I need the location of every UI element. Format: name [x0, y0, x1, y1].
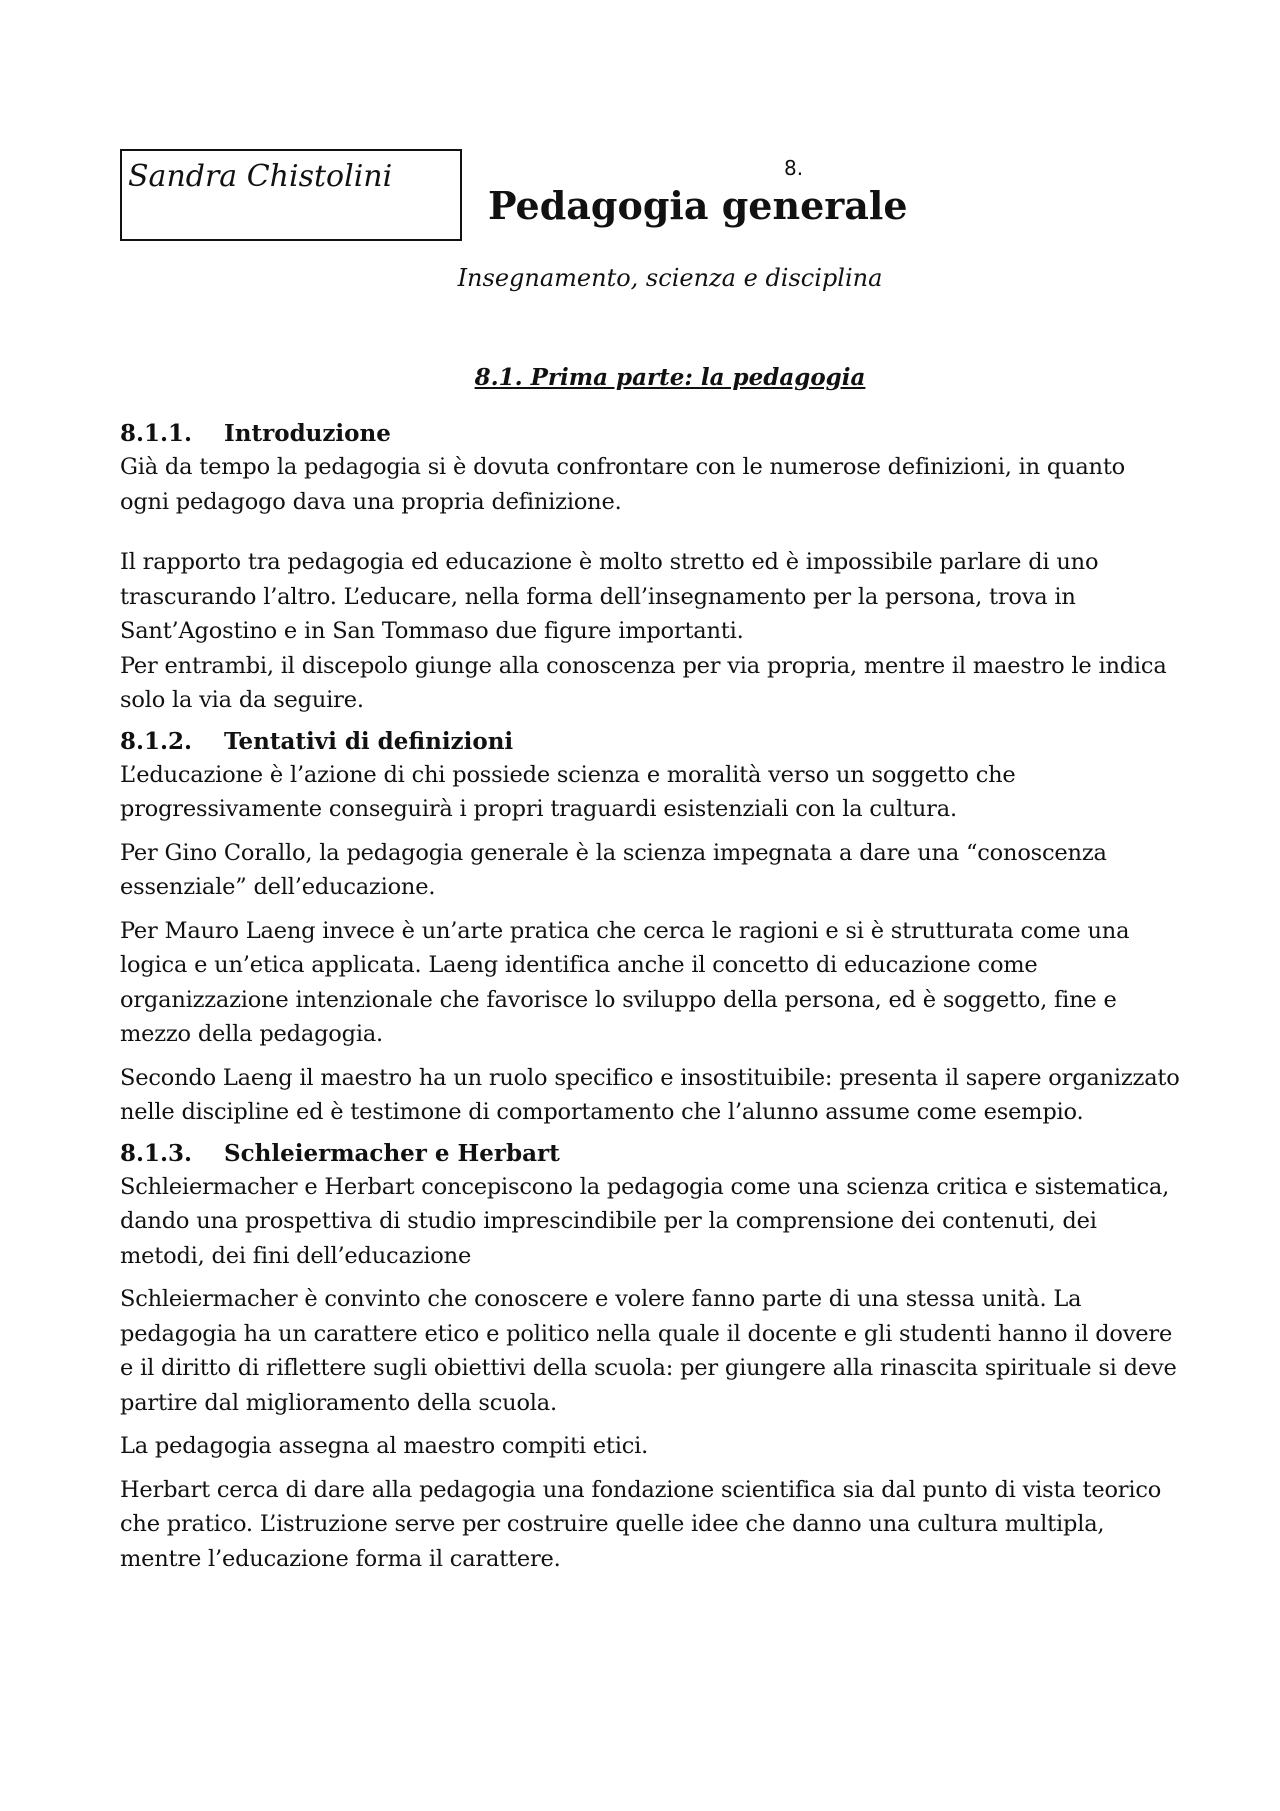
- section-heading: [120, 726, 1180, 758]
- author-box: [120, 149, 462, 241]
- part-heading: 8.1. Prima parte: la pedagogia: [474, 364, 866, 391]
- paragraph: Schleiermacher è convinto che conoscere e volere fanno parte di una stessa unità. La pedagogia ha un carattere etico e politico nella quale il docente e gli studenti hanno il dovere e il diritto di riflettere sugli obiettivi della scuola: per giungere alla rinascita spirituale si deve partire dal miglioramento della scuola.: [120, 1286, 1177, 1416]
- section-heading: [120, 418, 1180, 450]
- section-heading: [120, 1138, 1180, 1170]
- paragraph: Secondo Laeng il maestro ha un ruolo specifico e insostituibile: presenta il sapere organizzato nelle discipline ed è testimone di comportamento che l’alunno assume come esempio.: [120, 1064, 1180, 1125]
- section-number: 8.1.1.: [120, 420, 193, 447]
- paragraph: La pedagogia assegna al maestro compiti etici.: [120, 1433, 649, 1459]
- section-title: Schleiermacher e Herbart: [224, 1139, 560, 1167]
- chapter-subtitle: Insegnamento, scienza e disciplina: [457, 264, 883, 292]
- paragraph: Per Mauro Laeng invece è un’arte pratica che cerca le ragioni e si è strutturata come una logica e un’etica applicata. Laeng identifica anche il concetto di educazione come organizzazione intenzionale che favorisce lo sviluppo della persona, ed è soggetto, fine e mezzo della pedagogia.: [120, 917, 1130, 1047]
- paragraph: L’educazione è l’azione di chi possiede scienza e moralità verso un soggetto che progressivamente conseguirà i propri traguardi esistenziali con la cultura.: [120, 761, 1016, 822]
- paragraph: Il rapporto tra pedagogia ed educazione è molto stretto ed è impossibile parlare di uno trascurando l’altro. L’educare, nella forma dell’insegnamento per la persona, trova in Sant’Agostino e in San Tommaso due figure importanti.: [120, 549, 1099, 644]
- section-number: 8.1.2.: [120, 727, 193, 755]
- section-title: Tentativi di definizioni: [224, 727, 514, 755]
- paragraph: Per Gino Corallo, la pedagogia generale è la scienza impegnata a dare una “conoscenza essenziale” dell’educazione.: [120, 839, 1107, 900]
- chapter-title: Pedagogia generale: [488, 183, 908, 228]
- paragraph: Già da tempo la pedagogia si è dovuta confrontare con le numerose definizioni, in quanto ogni pedagogo dava una propria definizione.: [120, 454, 1126, 515]
- author-name: Sandra Chistolini: [128, 159, 393, 194]
- paragraph: Per entrambi, il discepolo giunge alla conoscenza per via propria, mentre il maestro le indica solo la via da seguire.: [120, 652, 1167, 713]
- paragraph: Herbart cerca di dare alla pedagogia una fondazione scientifica sia dal punto di vista teorico che pratico. L’istruzione serve per costruire quelle idee che danno una cultura multipla, mentre l’educazione forma il carattere.: [120, 1476, 1162, 1572]
- document-body: [120, 418, 1180, 1576]
- section-title: Introduzione: [224, 420, 391, 447]
- paragraph: Schleiermacher e Herbart concepiscono la pedagogia come una scienza critica e sistematica, dando una prospettiva di studio imprescindibile per la comprensione dei contenuti, dei metodi, dei fini dell’educazione: [120, 1173, 1170, 1269]
- section-number: 8.1.3.: [120, 1139, 193, 1167]
- chapter-number: 8.: [784, 156, 804, 180]
